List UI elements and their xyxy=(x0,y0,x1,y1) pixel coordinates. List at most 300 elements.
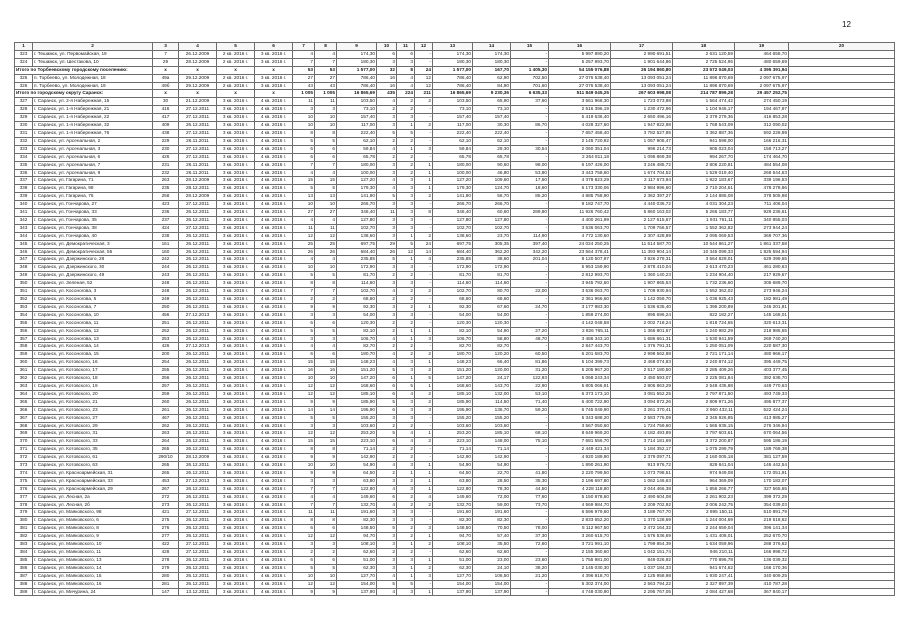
table-cell: - xyxy=(511,201,549,209)
table-cell: 26.11.2011 xyxy=(179,137,217,145)
table-cell: 265 xyxy=(153,469,179,477)
table-cell: 14 xyxy=(315,406,337,414)
table-cell xyxy=(789,232,895,240)
table-cell: 1 530 941,59 xyxy=(673,335,735,343)
table-cell: 2 xyxy=(397,98,415,106)
table-cell: 250 xyxy=(153,303,179,311)
table-cell: 2 xyxy=(415,351,433,359)
table-cell: 6 xyxy=(293,351,315,359)
table-cell: 2 472 164,32 xyxy=(611,525,673,533)
table-cell: 4 кв. 2016 г. xyxy=(255,319,293,327)
table-cell: 6 xyxy=(315,525,337,533)
table-cell: 65,90 xyxy=(473,98,511,106)
table-cell: 1 xyxy=(397,256,415,264)
table-cell: 964 369,09 xyxy=(673,477,735,485)
table-cell xyxy=(789,98,895,106)
table-cell: 2 127 615,67 xyxy=(611,216,673,224)
table-cell: 3 кв. 2016 г. xyxy=(217,256,255,264)
table-cell: 3 кв. 2016 г. xyxy=(217,438,255,446)
table-cell: 251 xyxy=(153,319,179,327)
table-cell: 103,60 xyxy=(433,422,473,430)
table-cell: 15 xyxy=(315,438,337,446)
table-cell: 26.12.2011 xyxy=(179,556,217,564)
address-cell: г. Саранск, ул. Демократическая, 3 xyxy=(33,240,153,248)
address-cell: г. Саранск, ул. Маяковского, 9 xyxy=(33,533,153,541)
table-cell: 31,20 xyxy=(511,367,549,375)
table-cell: 180,30 xyxy=(473,58,511,66)
table-cell: 2 806 220,81 xyxy=(673,161,735,169)
table-cell: 9 xyxy=(293,469,315,477)
table-cell xyxy=(789,264,895,272)
register-table-body xyxy=(15,43,895,596)
table-cell: 2 xyxy=(397,454,415,462)
table-cell: 1 674 704,52 xyxy=(611,169,673,177)
table-cell: 3 кв. 2016 г. xyxy=(217,359,255,367)
table-cell: 84,90 xyxy=(473,82,511,90)
table-cell: 3 xyxy=(315,422,337,430)
table-cell xyxy=(789,549,895,557)
table-cell: 2 xyxy=(397,296,415,304)
table-cell: 122,80 xyxy=(433,485,473,493)
table-cell: 3 кв. 2016 г. xyxy=(217,106,255,114)
table-cell xyxy=(789,177,895,185)
table-cell xyxy=(789,335,895,343)
table-cell: 4 xyxy=(315,256,337,264)
table-cell: 243 xyxy=(153,272,179,280)
table-cell: 4 кв. 2016 г. xyxy=(255,564,293,572)
table-cell: 11 xyxy=(377,209,397,217)
table-cell: 146 442,54 xyxy=(735,462,789,470)
table-cell: 2 xyxy=(415,98,433,106)
table-row xyxy=(15,201,895,209)
table-cell: 4 кв. 2016 г. xyxy=(255,509,293,517)
table-cell: 53 xyxy=(315,66,337,74)
table-cell: 3 кв. 2016 г. xyxy=(217,414,255,422)
table-cell: 3 кв. 2016 г. xyxy=(217,390,255,398)
table-cell: 3 кв. 2016 г. xyxy=(217,525,255,533)
table-cell: 1 768 543,09 xyxy=(673,122,735,130)
table-cell: 356 xyxy=(15,327,33,335)
table-cell: 137,90 xyxy=(473,588,511,596)
table-cell: - xyxy=(415,280,433,288)
table-cell: 4 920 189,90 xyxy=(549,454,611,462)
table-cell: 12 xyxy=(315,533,337,541)
table-cell xyxy=(789,501,895,509)
table-cell xyxy=(789,462,895,470)
table-cell: 9 xyxy=(315,303,337,311)
table-row xyxy=(15,296,895,304)
table-cell: 103,50 xyxy=(433,98,473,106)
table-cell: 2 721 171,14 xyxy=(673,351,735,359)
table-cell: 1 890 261,90 xyxy=(549,462,611,470)
table-cell: 4 182 493,89 xyxy=(611,430,673,438)
table-cell: 4 xyxy=(377,588,397,596)
table-row xyxy=(15,430,895,438)
column-number-cell: 4 xyxy=(179,43,217,51)
address-cell: г. Саранск, ул. Маяковского, 16 xyxy=(33,580,153,588)
table-cell: 4 кв. 2016 г. xyxy=(255,359,293,367)
table-cell: 102,70 xyxy=(337,224,377,232)
table-cell: x xyxy=(179,90,217,98)
table-cell: 349 xyxy=(15,272,33,280)
table-cell: 4 кв. 2016 г. xyxy=(255,343,293,351)
table-cell: 26.12.2011 xyxy=(179,327,217,335)
table-cell: 11 xyxy=(293,224,315,232)
table-cell: 3 кв. 2016 г. xyxy=(217,454,255,462)
table-cell: 12 xyxy=(415,82,433,90)
table-cell: 339 xyxy=(15,193,33,201)
table-cell: 3 xyxy=(377,201,397,209)
table-cell: 65,78 xyxy=(337,153,377,161)
table-cell: 3 xyxy=(377,280,397,288)
table-cell: 1 370 128,69 xyxy=(611,517,673,525)
table-cell: 2 261 902,23 xyxy=(673,493,735,501)
table-cell: 5 xyxy=(315,327,337,335)
table-cell: - xyxy=(511,414,549,422)
table-cell: 180,70 xyxy=(433,351,473,359)
table-cell: 8 xyxy=(415,209,433,217)
table-cell: 410 787,28 xyxy=(735,580,789,588)
table-row xyxy=(15,414,895,422)
table-cell: 522 424,24 xyxy=(735,406,789,414)
table-cell: 369 707,36 xyxy=(735,232,789,240)
table-cell: 387 xyxy=(15,572,33,580)
table-cell: 1 755 981,00 xyxy=(549,556,611,564)
table-cell: 219 518,62 xyxy=(735,517,789,525)
table-cell: 172,90 xyxy=(337,264,377,272)
address-cell: г. Саранск, ул. Арсенальная, 6 xyxy=(33,153,153,161)
table-cell: 1 062 146,63 xyxy=(611,477,673,485)
table-cell: 6 xyxy=(293,145,315,153)
table-cell: 5 xyxy=(293,137,315,145)
table-cell: 114,50 xyxy=(473,398,511,406)
table-row xyxy=(15,177,895,185)
table-cell: 26 xyxy=(315,248,337,256)
table-cell: 103,60 xyxy=(473,422,511,430)
table-cell: 3 кв. 2016 г. xyxy=(217,398,255,406)
table-cell: 3 кв. 2016 г. xyxy=(217,351,255,359)
table-cell: 16 865,69 xyxy=(433,90,473,98)
table-cell: 1 xyxy=(397,469,415,477)
table-cell: 54,00 xyxy=(433,311,473,319)
table-cell: 21.12.2009 xyxy=(179,98,217,106)
table-cell: 73,10 xyxy=(433,106,473,114)
table-cell: 9 xyxy=(293,398,315,406)
table-cell: 12 xyxy=(315,430,337,438)
table-cell: 6 635,33 xyxy=(511,90,549,98)
table-row xyxy=(15,161,895,169)
table-cell: 4 кв. 2016 г. xyxy=(255,406,293,414)
table-cell: 26.12.2011 xyxy=(179,430,217,438)
table-cell: 24 024 250,25 xyxy=(549,240,611,248)
table-cell xyxy=(789,572,895,580)
table-cell: 1 005 xyxy=(315,90,337,98)
table-cell: 3 564 829,01 xyxy=(673,256,735,264)
table-cell: x xyxy=(179,66,217,74)
table-cell: 366 xyxy=(15,406,33,414)
table-cell: 4 885 758,90 xyxy=(549,193,611,201)
table-row xyxy=(15,209,895,217)
table-cell: 2 878 410,04 xyxy=(611,264,673,272)
table-cell: 26.12.2011 xyxy=(179,248,217,256)
table-cell: 363 xyxy=(15,382,33,390)
address-cell: г. Саранск, ул. Арсенальная, 9 xyxy=(33,169,153,177)
table-cell: 1 576 536,69 xyxy=(611,533,673,541)
table-cell: 29.12.2009 xyxy=(179,74,217,82)
table-cell: 26.12.2011 xyxy=(179,382,217,390)
table-cell: 996 214,73 xyxy=(611,145,673,153)
table-cell: 26.12.2011 xyxy=(179,351,217,359)
table-cell: 3 xyxy=(315,541,337,549)
subtotal-label: Итого по городскому округу Саранск: xyxy=(15,90,153,98)
table-row xyxy=(15,446,895,454)
table-cell: 4 xyxy=(293,493,315,501)
table-cell: 2 xyxy=(377,296,397,304)
table-cell: 464 658,70 xyxy=(735,50,789,58)
table-cell: 82,10 xyxy=(433,327,473,335)
table-cell: 11 xyxy=(293,98,315,106)
table-cell: 12 xyxy=(315,232,337,240)
table-cell: 253,20 xyxy=(433,430,473,438)
table-cell: 148,50 xyxy=(337,525,377,533)
table-cell: 49а xyxy=(153,74,179,82)
address-cell: г. Саранск, ул. Котовского, 35 xyxy=(33,446,153,454)
table-cell: 62,60 xyxy=(433,549,473,557)
table-cell: 62,60 xyxy=(337,549,377,557)
table-cell: 381 127,59 xyxy=(735,454,789,462)
table-cell: 378 xyxy=(15,501,33,509)
table-cell: 22,00 xyxy=(511,288,549,296)
table-row xyxy=(15,264,895,272)
table-cell: 358 xyxy=(15,343,33,351)
table-cell: 62,90 xyxy=(473,74,511,82)
table-cell: 5 343 688,20 xyxy=(549,414,611,422)
table-cell: 372 xyxy=(15,454,33,462)
table-cell: 27 xyxy=(293,209,315,217)
table-cell: 2 490 604,08 xyxy=(611,493,673,501)
table-cell: 4 кв. 2016 г. xyxy=(255,169,293,177)
table-cell: 157,40 xyxy=(337,114,377,122)
address-cell: г. Саранск, ул. Котовского, 21 xyxy=(33,398,153,406)
table-cell: 64,50 xyxy=(337,469,377,477)
table-cell: 9 xyxy=(315,588,337,596)
table-cell: - xyxy=(511,549,549,557)
table-cell: 155,20 xyxy=(473,414,511,422)
table-cell: 2 006 242,75 xyxy=(673,501,735,509)
table-row xyxy=(15,485,895,493)
column-number-cell: 16 xyxy=(549,43,611,51)
table-cell: 26.12.2011 xyxy=(179,375,217,383)
table-cell: 28,50 xyxy=(473,477,511,485)
table-cell: 4 кв. 2016 г. xyxy=(255,430,293,438)
table-cell: 10 xyxy=(293,462,315,470)
table-cell: 2 xyxy=(415,122,433,130)
table-cell: 424 xyxy=(153,224,179,232)
table-cell: 2 145 030,30 xyxy=(549,564,611,572)
table-cell: 3 кв. 2016 г. xyxy=(217,556,255,564)
table-cell: 364 xyxy=(15,390,33,398)
table-cell: 258 xyxy=(153,193,179,201)
table-cell: 3 кв. 2016 г. xyxy=(217,272,255,280)
table-cell: 1 xyxy=(415,430,433,438)
table-cell: 3 xyxy=(377,169,397,177)
table-cell: 701,60 xyxy=(511,82,549,90)
table-cell xyxy=(789,469,895,477)
address-cell: г. Саранск, ул. Арсенальная, 7 xyxy=(33,161,153,169)
table-cell: 244 xyxy=(153,264,179,272)
address-cell: г. Саранск, ул. Маяковского, 10 xyxy=(33,541,153,549)
table-cell: 2 xyxy=(315,549,337,557)
table-cell: 2 155 360,60 xyxy=(549,549,611,557)
table-cell xyxy=(789,477,895,485)
table-cell: 28.12.2009 xyxy=(179,193,217,201)
table-cell: 4 xyxy=(377,501,397,509)
table-row xyxy=(15,375,895,383)
table-cell: 395 449,75 xyxy=(735,359,789,367)
column-number-cell: 7 xyxy=(293,43,315,51)
table-cell: 257 xyxy=(153,382,179,390)
table-cell: 1 724 759,60 xyxy=(611,422,673,430)
table-cell: 484 554,08 xyxy=(735,161,789,169)
table-cell: 4 кв. 2016 г. xyxy=(255,446,293,454)
table-cell: 127,80 xyxy=(433,216,473,224)
table-cell: 340 xyxy=(15,201,33,209)
table-cell: 26.12.2011 xyxy=(179,296,217,304)
table-cell: 3 кв. 2016 г. xyxy=(217,153,255,161)
table-cell: - xyxy=(511,454,549,462)
table-cell: 7 xyxy=(315,161,337,169)
table-row xyxy=(15,82,895,90)
table-cell: 361 xyxy=(15,367,33,375)
table-cell: 346 xyxy=(15,248,33,256)
table-row xyxy=(15,153,895,161)
table-cell: 27 076 538,40 xyxy=(549,82,611,90)
table-cell: 274 450,19 xyxy=(735,98,789,106)
table-row xyxy=(15,406,895,414)
table-cell: 80,70 xyxy=(473,288,511,296)
table-cell: 2 xyxy=(377,153,397,161)
table-cell: 108,10 xyxy=(337,541,377,549)
address-cell: г. Саранск, ул. 1-я Набережная, 32 xyxy=(33,122,153,130)
table-cell: 7 xyxy=(153,50,179,58)
table-cell: 120,30 xyxy=(433,319,473,327)
table-cell: 3 кв. 2016 г. xyxy=(217,232,255,240)
table-cell: 4 кв. 2016 г. xyxy=(255,248,293,256)
table-cell: 138,60 xyxy=(337,232,377,240)
table-cell: 2 xyxy=(293,549,315,557)
table-cell: - xyxy=(511,588,549,596)
table-cell: 174,30 xyxy=(433,50,473,58)
table-cell: - xyxy=(511,446,549,454)
table-cell: 155,20 xyxy=(433,414,473,422)
address-cell: г. Саранск, ул. Зеленая, 52 xyxy=(33,280,153,288)
table-cell: 145 168,01 xyxy=(735,311,789,319)
address-cell: г. Саранск, ул. Лесная, 2б xyxy=(33,501,153,509)
table-cell: 2 xyxy=(415,232,433,240)
table-row xyxy=(15,58,895,66)
table-cell: 974 949,08 xyxy=(673,469,735,477)
table-cell: 2 984 996,60 xyxy=(611,185,673,193)
table-cell: - xyxy=(511,114,549,122)
table-cell: 4 xyxy=(293,256,315,264)
table-cell: 1 922 183,67 xyxy=(673,177,735,185)
table-cell: 194 467,97 xyxy=(735,106,789,114)
table-cell: 235 xyxy=(153,185,179,193)
table-cell: 114,60 xyxy=(473,280,511,288)
table-cell: 1 907 865,53 xyxy=(611,280,673,288)
table-cell: 4 кв. 2016 г. xyxy=(255,272,293,280)
table-cell: 201,04 xyxy=(511,256,549,264)
table-cell: 11 614 587,70 xyxy=(611,240,673,248)
table-cell: 403 377,45 xyxy=(735,367,789,375)
table-cell: 288 376,62 xyxy=(735,541,789,549)
table-row xyxy=(15,272,895,280)
table-cell: 27.12.2011 xyxy=(179,201,217,209)
table-cell: 3 xyxy=(397,406,415,414)
table-cell: 2 516 396,19 xyxy=(549,106,611,114)
table-cell: 4 кв. 2016 г. xyxy=(255,493,293,501)
table-cell: 5 xyxy=(293,327,315,335)
column-number-cell: 5 xyxy=(217,43,255,51)
table-cell: 3 кв. 2016 г. xyxy=(217,169,255,177)
table-cell: 7 xyxy=(293,288,315,296)
table-cell: 2 xyxy=(397,477,415,485)
table-cell: 4 xyxy=(397,74,415,82)
table-cell: 1 xyxy=(415,485,433,493)
table-cell: 352 xyxy=(15,296,33,304)
table-cell: 138,60 xyxy=(433,232,473,240)
table-cell: 262 xyxy=(153,422,179,430)
table-cell: 58,80 xyxy=(473,335,511,343)
table-cell: 3 кв. 2016 г. xyxy=(217,509,255,517)
table-cell: 345 xyxy=(15,240,33,248)
table-cell: 10 xyxy=(293,114,315,122)
table-cell: - xyxy=(415,319,433,327)
table-cell: 2 084 427,68 xyxy=(673,588,735,596)
table-cell: 3 кв. 2016 г. xyxy=(255,58,293,66)
table-cell: x xyxy=(255,90,293,98)
table-cell xyxy=(789,454,895,462)
table-cell: 362,20 xyxy=(473,248,511,256)
address-cell: г. Тешамск, ул. Первомайская, 19 xyxy=(33,50,153,58)
table-cell: 2 xyxy=(415,390,433,398)
table-cell: 35,30 xyxy=(511,477,549,485)
table-cell: 3 xyxy=(377,517,397,525)
table-cell: 5 xyxy=(397,580,415,588)
table-cell: 423 xyxy=(153,201,179,209)
table-cell xyxy=(789,319,895,327)
table-cell: 684,40 xyxy=(433,248,473,256)
table-cell: 2 097 675,97 xyxy=(735,82,789,90)
table-cell: 2 кв. 2016 г. xyxy=(217,50,255,58)
table-cell: 941 598,00 xyxy=(673,137,735,145)
table-row xyxy=(15,114,895,122)
table-cell: 786,40 xyxy=(337,74,377,82)
table-cell: 27.12.2011 xyxy=(179,224,217,232)
table-cell: 4 379 823,29 xyxy=(549,177,611,185)
table-cell: 1 xyxy=(397,375,415,383)
column-number-cell: 14 xyxy=(473,43,511,51)
table-cell: 8 xyxy=(293,280,315,288)
table-cell: 265 xyxy=(153,462,179,470)
table-cell: - xyxy=(511,319,549,327)
table-cell: 6 xyxy=(293,153,315,161)
table-cell: 595 186,19 xyxy=(735,438,789,446)
column-number-cell: 17 xyxy=(611,43,673,51)
table-row xyxy=(15,280,895,288)
table-cell: 493 749,33 xyxy=(735,390,789,398)
table-cell: 54,90 xyxy=(337,462,377,470)
